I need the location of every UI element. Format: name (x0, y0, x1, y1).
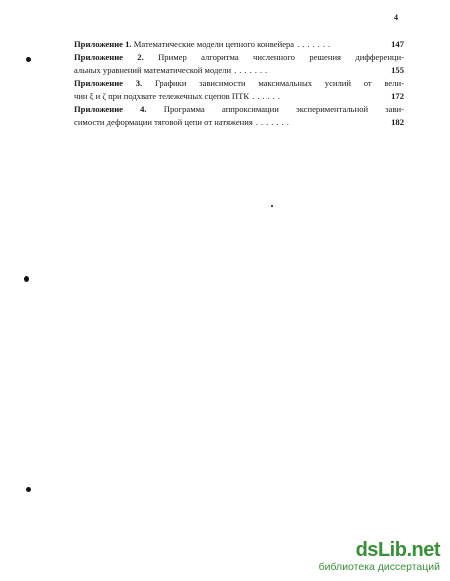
toc-entry-page: 155 (391, 65, 404, 75)
toc-entry-title-cont: симости деформации тяговой цепи от натяжения (74, 117, 253, 127)
scan-speck (271, 205, 273, 207)
scan-speck (24, 276, 29, 282)
toc-entry-label: Приложение 3. (74, 78, 143, 88)
toc-entry-title: Математические модели цепного конвейера (133, 39, 295, 49)
toc-entry-4-cont (74, 116, 404, 129)
toc-entry-2-cont (74, 64, 404, 77)
toc-entry-title: Графики зависимости максимальных усилий от вели- (154, 78, 404, 88)
scan-speck (26, 57, 31, 62)
toc-entry-title-cont: альных уравнений математической модели (74, 65, 232, 75)
toc-entry-title: Пример алгоритма численного решения дифференци- (158, 52, 404, 62)
scan-speck (26, 487, 31, 492)
watermark-subtitle: библиотека диссертаций (318, 561, 440, 573)
logo-net: .net (406, 539, 440, 561)
logo-ds: ds (355, 539, 378, 561)
toc-entry-label: Приложение 1. (74, 39, 132, 49)
toc-leader-dots: ....... (255, 117, 292, 127)
toc-entry-2 (74, 51, 404, 64)
toc-leader-dots: ...... (252, 91, 283, 101)
toc-entry-3-cont (74, 90, 404, 103)
table-of-contents (74, 38, 404, 129)
toc-entry-label: Приложение 4. (74, 104, 147, 114)
toc-leader-dots: ....... (297, 39, 334, 49)
toc-entry-3 (74, 77, 404, 90)
toc-entry-1 (74, 38, 404, 51)
toc-entry-4 (74, 103, 404, 116)
page-number: 4 (394, 13, 398, 22)
toc-entry-page: 182 (391, 117, 404, 127)
watermark (319, 539, 440, 573)
toc-entry-title-cont: чин ξ и ζ при подхвате тележечных сцепов ПТК (74, 91, 250, 101)
toc-entry-page: 172 (391, 91, 404, 101)
toc-leader-dots: ....... (234, 65, 271, 75)
toc-entry-label: Приложение 2. (74, 52, 144, 62)
toc-entry-page: 147 (391, 39, 404, 49)
watermark-logo (319, 539, 440, 561)
toc-entry-title: Программа аппроксимации экспериментальной зави- (163, 104, 404, 114)
logo-lib: Lib (377, 539, 407, 561)
